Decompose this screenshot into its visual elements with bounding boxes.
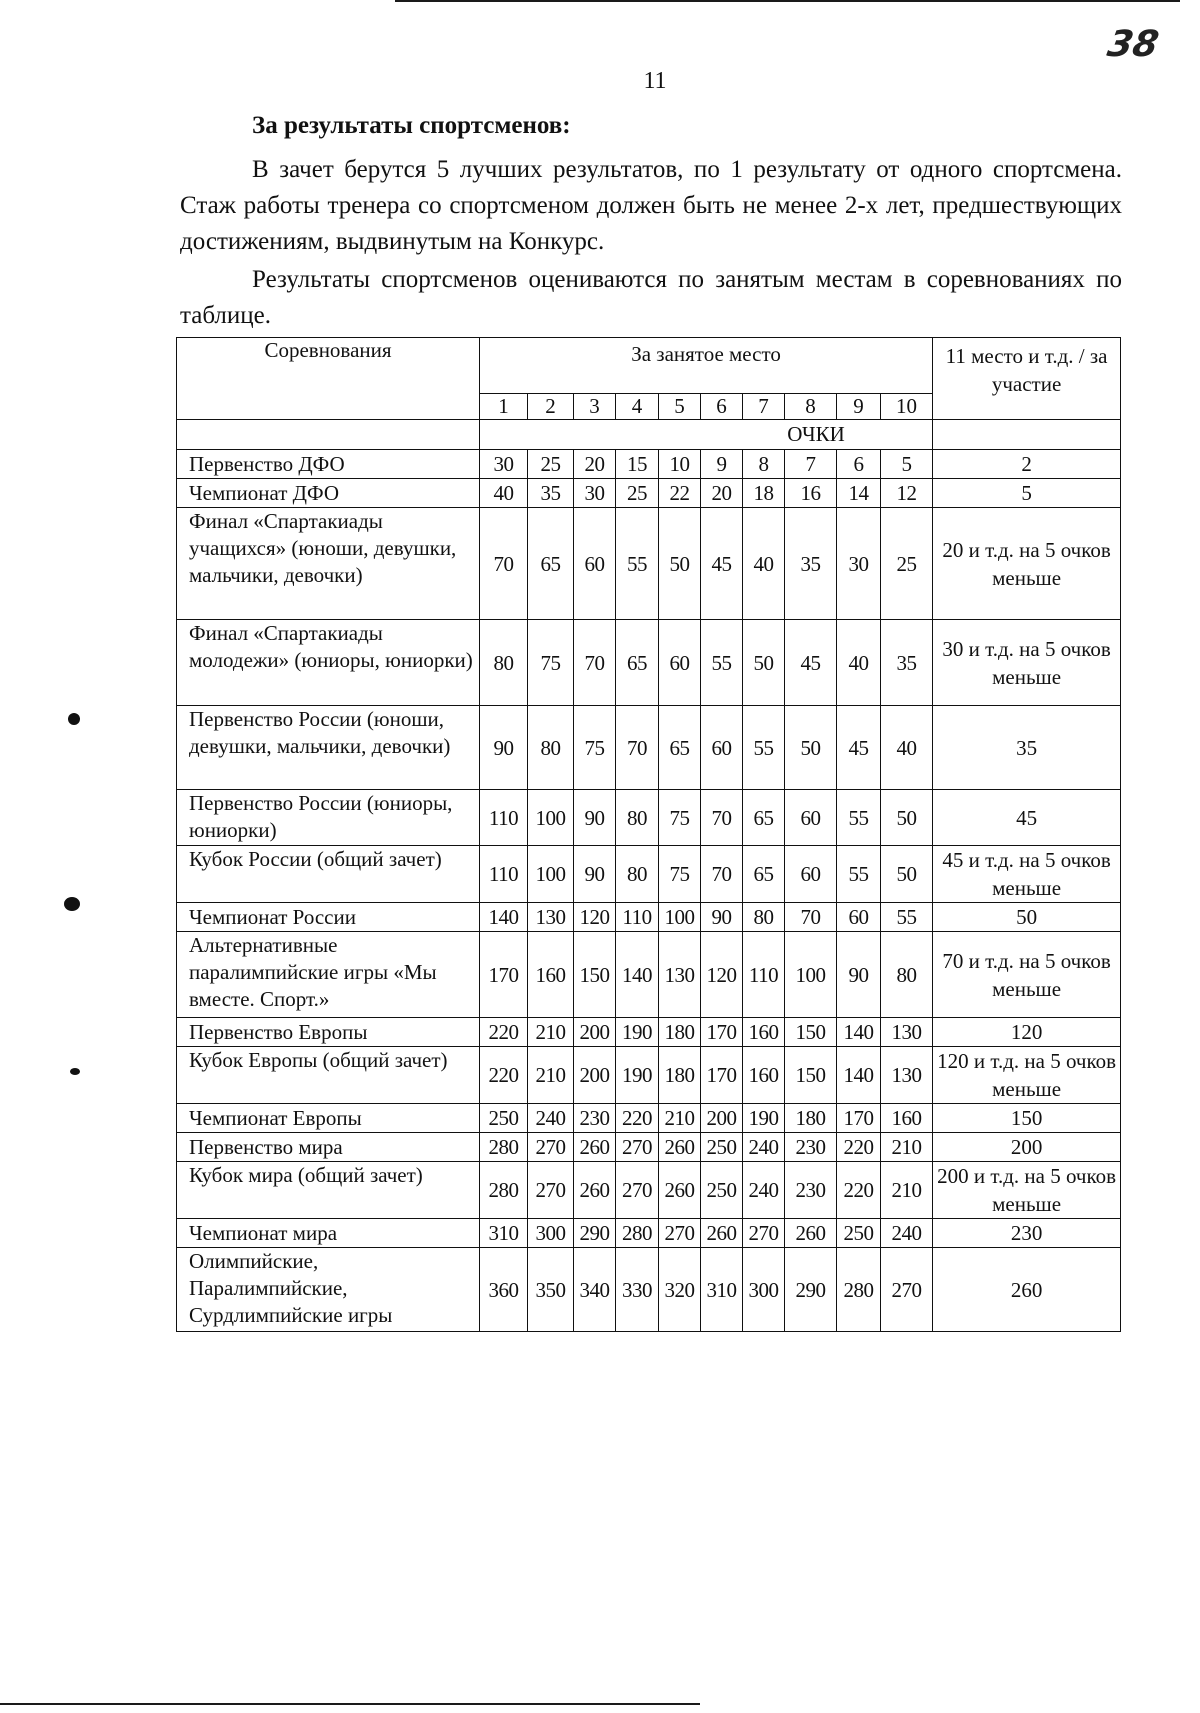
points-cell: 30 bbox=[574, 479, 616, 508]
competition-name-cell: Альтернативные паралимпийские игры «Мы вместе. Спорт.» bbox=[177, 932, 480, 1018]
points-cell: 70 bbox=[616, 706, 659, 790]
points-cell: 260 bbox=[574, 1162, 616, 1219]
points-cell: 55 bbox=[881, 903, 933, 932]
points-cell: 22 bbox=[659, 479, 701, 508]
header-place: За занятое место bbox=[480, 338, 933, 394]
margin-mark-dot bbox=[64, 897, 80, 911]
scan-top-rule bbox=[395, 0, 1180, 2]
points-cell: 50 bbox=[881, 790, 933, 846]
points-cell: 110 bbox=[743, 932, 785, 1018]
participation-points-cell: 260 bbox=[933, 1248, 1121, 1332]
points-cell: 250 bbox=[837, 1219, 881, 1248]
points-empty-cell bbox=[177, 420, 480, 450]
points-cell: 14 bbox=[837, 479, 881, 508]
points-cell: 270 bbox=[743, 1219, 785, 1248]
points-cell: 80 bbox=[528, 706, 574, 790]
points-cell: 210 bbox=[881, 1162, 933, 1219]
points-cell: 60 bbox=[659, 620, 701, 706]
points-cell: 65 bbox=[528, 508, 574, 620]
points-cell: 70 bbox=[701, 790, 743, 846]
points-cell: 35 bbox=[881, 620, 933, 706]
points-cell: 290 bbox=[574, 1219, 616, 1248]
points-cell: 200 bbox=[574, 1018, 616, 1047]
points-cell: 210 bbox=[881, 1133, 933, 1162]
points-cell: 7 bbox=[785, 450, 837, 479]
points-cell: 90 bbox=[574, 846, 616, 903]
points-cell: 110 bbox=[616, 903, 659, 932]
points-cell: 270 bbox=[881, 1248, 933, 1332]
points-cell: 35 bbox=[528, 479, 574, 508]
points-cell: 170 bbox=[837, 1104, 881, 1133]
points-cell: 120 bbox=[574, 903, 616, 932]
points-cell: 110 bbox=[480, 846, 528, 903]
competition-name-cell: Кубок мира (общий зачет) bbox=[177, 1162, 480, 1219]
place-header-cell: 10 bbox=[881, 394, 933, 420]
points-cell: 65 bbox=[743, 846, 785, 903]
competition-name-cell: Финал «Спартакиады молодежи» (юниоры, юниорки) bbox=[177, 620, 480, 706]
participation-points-cell: 50 bbox=[933, 903, 1121, 932]
points-cell: 250 bbox=[701, 1133, 743, 1162]
competition-name-cell: Первенство Европы bbox=[177, 1018, 480, 1047]
points-cell: 80 bbox=[743, 903, 785, 932]
competition-name-cell: Чемпионат ДФО bbox=[177, 479, 480, 508]
points-cell: 80 bbox=[616, 790, 659, 846]
points-cell: 270 bbox=[659, 1219, 701, 1248]
points-cell: 55 bbox=[837, 846, 881, 903]
section-heading: За результаты спортсменов: bbox=[252, 112, 571, 139]
points-cell: 80 bbox=[480, 620, 528, 706]
place-header-cell: 4 bbox=[616, 394, 659, 420]
points-cell: 65 bbox=[659, 706, 701, 790]
participation-points-cell: 200 bbox=[933, 1133, 1121, 1162]
points-cell: 100 bbox=[659, 903, 701, 932]
points-label: ОЧКИ bbox=[480, 420, 933, 450]
points-cell: 90 bbox=[480, 706, 528, 790]
participation-points-cell: 45 bbox=[933, 790, 1121, 846]
table-row bbox=[177, 450, 1121, 479]
points-cell: 120 bbox=[701, 932, 743, 1018]
points-empty-cell bbox=[933, 420, 1121, 450]
points-cell: 260 bbox=[574, 1133, 616, 1162]
points-cell: 90 bbox=[574, 790, 616, 846]
points-cell: 190 bbox=[616, 1047, 659, 1104]
points-cell: 50 bbox=[785, 706, 837, 790]
points-cell: 140 bbox=[480, 903, 528, 932]
points-cell: 140 bbox=[616, 932, 659, 1018]
points-cell: 60 bbox=[837, 903, 881, 932]
points-cell: 100 bbox=[528, 790, 574, 846]
points-cell: 75 bbox=[528, 620, 574, 706]
points-cell: 170 bbox=[701, 1018, 743, 1047]
points-cell: 130 bbox=[881, 1047, 933, 1104]
points-cell: 210 bbox=[528, 1018, 574, 1047]
points-cell: 280 bbox=[837, 1248, 881, 1332]
competition-name-cell: Первенство России (юноши, девушки, мальчики, девочки) bbox=[177, 706, 480, 790]
competition-name-cell: Первенство мира bbox=[177, 1133, 480, 1162]
points-cell: 6 bbox=[837, 450, 881, 479]
table-row bbox=[177, 1133, 1121, 1162]
points-cell: 160 bbox=[743, 1047, 785, 1104]
points-cell: 55 bbox=[743, 706, 785, 790]
place-header-cell: 7 bbox=[743, 394, 785, 420]
points-cell: 150 bbox=[785, 1047, 837, 1104]
competition-name-cell: Чемпионат Европы bbox=[177, 1104, 480, 1133]
points-cell: 250 bbox=[480, 1104, 528, 1133]
points-cell: 320 bbox=[659, 1248, 701, 1332]
header-competition: Соревнования bbox=[177, 338, 480, 420]
table-header-row bbox=[177, 338, 1121, 394]
points-cell: 50 bbox=[743, 620, 785, 706]
points-cell: 130 bbox=[659, 932, 701, 1018]
points-cell: 300 bbox=[528, 1219, 574, 1248]
points-cell: 9 bbox=[701, 450, 743, 479]
points-cell: 310 bbox=[701, 1248, 743, 1332]
points-cell: 90 bbox=[701, 903, 743, 932]
competition-name-cell: Чемпионат мира bbox=[177, 1219, 480, 1248]
place-header-cell: 3 bbox=[574, 394, 616, 420]
points-cell: 270 bbox=[616, 1133, 659, 1162]
points-cell: 160 bbox=[881, 1104, 933, 1133]
table-row bbox=[177, 790, 1121, 846]
points-cell: 200 bbox=[701, 1104, 743, 1133]
points-cell: 80 bbox=[616, 846, 659, 903]
points-cell: 45 bbox=[837, 706, 881, 790]
points-cell: 60 bbox=[701, 706, 743, 790]
points-cell: 150 bbox=[574, 932, 616, 1018]
points-cell: 290 bbox=[785, 1248, 837, 1332]
points-cell: 240 bbox=[528, 1104, 574, 1133]
points-cell: 330 bbox=[616, 1248, 659, 1332]
points-cell: 140 bbox=[837, 1047, 881, 1104]
table-row bbox=[177, 508, 1121, 620]
place-header-cell: 8 bbox=[785, 394, 837, 420]
margin-mark-dot bbox=[68, 713, 80, 725]
table-row bbox=[177, 903, 1121, 932]
participation-points-cell: 45 и т.д. на 5 очков меньше bbox=[933, 846, 1121, 903]
points-cell: 220 bbox=[837, 1133, 881, 1162]
points-cell: 210 bbox=[659, 1104, 701, 1133]
points-cell: 350 bbox=[528, 1248, 574, 1332]
competition-name-cell: Первенство России (юниоры, юниорки) bbox=[177, 790, 480, 846]
participation-points-cell: 230 bbox=[933, 1219, 1121, 1248]
points-cell: 20 bbox=[574, 450, 616, 479]
header-last-place: 11 место и т.д. / за участие bbox=[933, 338, 1121, 420]
points-cell: 60 bbox=[785, 846, 837, 903]
points-cell: 220 bbox=[837, 1162, 881, 1219]
points-cell: 50 bbox=[659, 508, 701, 620]
points-cell: 30 bbox=[837, 508, 881, 620]
points-cell: 100 bbox=[528, 846, 574, 903]
points-cell: 250 bbox=[701, 1162, 743, 1219]
points-cell: 40 bbox=[881, 706, 933, 790]
points-cell: 50 bbox=[881, 846, 933, 903]
points-cell: 230 bbox=[785, 1133, 837, 1162]
competition-name-cell: Олимпийские, Паралимпийские, Сурдлимпийские игры bbox=[177, 1248, 480, 1332]
points-cell: 240 bbox=[743, 1162, 785, 1219]
points-cell: 180 bbox=[659, 1018, 701, 1047]
table-row bbox=[177, 1104, 1121, 1133]
points-cell: 20 bbox=[701, 479, 743, 508]
points-cell: 280 bbox=[616, 1219, 659, 1248]
points-cell: 55 bbox=[616, 508, 659, 620]
place-header-cell: 2 bbox=[528, 394, 574, 420]
points-cell: 75 bbox=[574, 706, 616, 790]
points-cell: 220 bbox=[480, 1018, 528, 1047]
points-cell: 280 bbox=[480, 1162, 528, 1219]
points-cell: 140 bbox=[837, 1018, 881, 1047]
points-cell: 190 bbox=[616, 1018, 659, 1047]
points-cell: 40 bbox=[743, 508, 785, 620]
points-cell: 70 bbox=[574, 620, 616, 706]
points-cell: 260 bbox=[659, 1162, 701, 1219]
points-cell: 360 bbox=[480, 1248, 528, 1332]
points-cell: 45 bbox=[701, 508, 743, 620]
participation-points-cell: 5 bbox=[933, 479, 1121, 508]
points-cell: 160 bbox=[528, 932, 574, 1018]
points-cell: 10 bbox=[659, 450, 701, 479]
participation-points-cell: 35 bbox=[933, 706, 1121, 790]
points-cell: 12 bbox=[881, 479, 933, 508]
points-cell: 90 bbox=[837, 932, 881, 1018]
participation-points-cell: 120 и т.д. на 5 очков меньше bbox=[933, 1047, 1121, 1104]
table-row bbox=[177, 846, 1121, 903]
points-cell: 280 bbox=[480, 1133, 528, 1162]
place-header-cell: 1 bbox=[480, 394, 528, 420]
points-cell: 110 bbox=[480, 790, 528, 846]
points-cell: 8 bbox=[743, 450, 785, 479]
points-cell: 180 bbox=[659, 1047, 701, 1104]
points-cell: 5 bbox=[881, 450, 933, 479]
scan-bottom-rule bbox=[0, 1703, 700, 1705]
competition-name-cell: Кубок России (общий зачет) bbox=[177, 846, 480, 903]
points-cell: 230 bbox=[785, 1162, 837, 1219]
points-cell: 45 bbox=[785, 620, 837, 706]
points-cell: 70 bbox=[785, 903, 837, 932]
points-cell: 270 bbox=[528, 1133, 574, 1162]
points-cell: 170 bbox=[701, 1047, 743, 1104]
points-cell: 220 bbox=[616, 1104, 659, 1133]
participation-points-cell: 70 и т.д. на 5 очков меньше bbox=[933, 932, 1121, 1018]
points-cell: 25 bbox=[881, 508, 933, 620]
points-cell: 55 bbox=[701, 620, 743, 706]
points-cell: 150 bbox=[785, 1018, 837, 1047]
handwritten-page-number: 38 bbox=[1104, 24, 1162, 65]
participation-points-cell: 200 и т.д. на 5 очков меньше bbox=[933, 1162, 1121, 1219]
points-cell: 15 bbox=[616, 450, 659, 479]
points-cell: 210 bbox=[528, 1047, 574, 1104]
paragraph-rules: В зачет берутся 5 лучших результатов, по 1 результату от одного спортсмена. Стаж работы тренера со спортсменом должен быть не менее 2-х лет, предшествующих достижениям, выдвинутым на Конкурс. bbox=[180, 156, 1122, 255]
points-cell: 55 bbox=[837, 790, 881, 846]
points-cell: 130 bbox=[881, 1018, 933, 1047]
points-cell: 65 bbox=[743, 790, 785, 846]
points-cell: 230 bbox=[574, 1104, 616, 1133]
table-row bbox=[177, 479, 1121, 508]
points-cell: 25 bbox=[616, 479, 659, 508]
table-row bbox=[177, 1162, 1121, 1219]
table-row bbox=[177, 1047, 1121, 1104]
points-cell: 35 bbox=[785, 508, 837, 620]
points-cell: 310 bbox=[480, 1219, 528, 1248]
points-cell: 16 bbox=[785, 479, 837, 508]
place-header-cell: 5 bbox=[659, 394, 701, 420]
points-cell: 270 bbox=[616, 1162, 659, 1219]
margin-mark-dot bbox=[70, 1068, 80, 1075]
page-number: 11 bbox=[643, 68, 667, 94]
points-cell: 130 bbox=[528, 903, 574, 932]
points-cell: 160 bbox=[743, 1018, 785, 1047]
points-cell: 340 bbox=[574, 1248, 616, 1332]
points-cell: 60 bbox=[574, 508, 616, 620]
points-cell: 40 bbox=[480, 479, 528, 508]
paragraph-scoring: Результаты спортсменов оцениваются по занятым местам в соревнованиях по таблице. bbox=[180, 266, 1122, 329]
table-row bbox=[177, 706, 1121, 790]
participation-points-cell: 30 и т.д. на 5 очков меньше bbox=[933, 620, 1121, 706]
participation-points-cell: 20 и т.д. на 5 очков меньше bbox=[933, 508, 1121, 620]
participation-points-cell: 120 bbox=[933, 1018, 1121, 1047]
points-cell: 60 bbox=[785, 790, 837, 846]
points-cell: 180 bbox=[785, 1104, 837, 1133]
competition-name-cell: Кубок Европы (общий зачет) bbox=[177, 1047, 480, 1104]
points-cell: 75 bbox=[659, 846, 701, 903]
points-cell: 260 bbox=[785, 1219, 837, 1248]
points-cell: 240 bbox=[881, 1219, 933, 1248]
points-cell: 260 bbox=[659, 1133, 701, 1162]
table-row bbox=[177, 1248, 1121, 1332]
points-cell: 25 bbox=[528, 450, 574, 479]
table-row bbox=[177, 932, 1121, 1018]
scores-table bbox=[176, 337, 1121, 1332]
points-cell: 260 bbox=[701, 1219, 743, 1248]
points-cell: 100 bbox=[785, 932, 837, 1018]
table-row bbox=[177, 1219, 1121, 1248]
points-row bbox=[177, 420, 1121, 450]
points-cell: 200 bbox=[574, 1047, 616, 1104]
participation-points-cell: 2 bbox=[933, 450, 1121, 479]
points-cell: 170 bbox=[480, 932, 528, 1018]
place-header-cell: 6 bbox=[701, 394, 743, 420]
points-cell: 270 bbox=[528, 1162, 574, 1219]
points-cell: 75 bbox=[659, 790, 701, 846]
table-row bbox=[177, 1018, 1121, 1047]
points-cell: 30 bbox=[480, 450, 528, 479]
points-cell: 40 bbox=[837, 620, 881, 706]
place-header-cell: 9 bbox=[837, 394, 881, 420]
participation-points-cell: 150 bbox=[933, 1104, 1121, 1133]
points-cell: 300 bbox=[743, 1248, 785, 1332]
competition-name-cell: Первенство ДФО bbox=[177, 450, 480, 479]
points-cell: 70 bbox=[480, 508, 528, 620]
points-cell: 65 bbox=[616, 620, 659, 706]
points-cell: 190 bbox=[743, 1104, 785, 1133]
points-cell: 18 bbox=[743, 479, 785, 508]
competition-name-cell: Финал «Спартакиады учащихся» (юноши, девушки, мальчики, девочки) bbox=[177, 508, 480, 620]
table-row bbox=[177, 620, 1121, 706]
points-cell: 70 bbox=[701, 846, 743, 903]
points-cell: 240 bbox=[743, 1133, 785, 1162]
competition-name-cell: Чемпионат России bbox=[177, 903, 480, 932]
points-cell: 80 bbox=[881, 932, 933, 1018]
points-cell: 220 bbox=[480, 1047, 528, 1104]
